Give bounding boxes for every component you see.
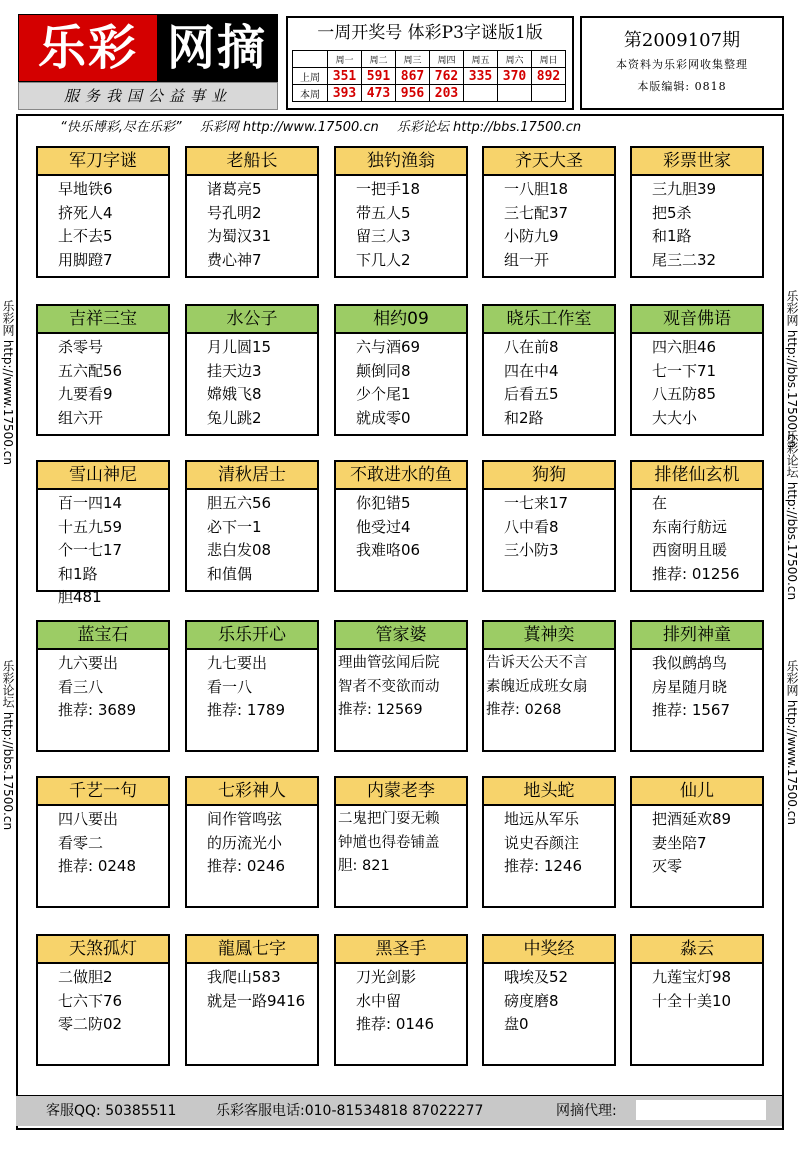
tip-line: 悲白发08 — [207, 541, 272, 559]
tip-line: 推荐: 0246 — [207, 857, 285, 875]
tip-line: 推荐: 0268 — [486, 702, 562, 718]
tip-line: 推荐: 3689 — [58, 701, 136, 719]
draw-number: 370 — [498, 68, 532, 85]
tip-line: 五六配56 — [58, 361, 123, 380]
day-header: 周四 — [430, 51, 464, 68]
tip-card-body — [356, 336, 420, 430]
tip-card-title: 淼云 — [632, 936, 762, 964]
tip-line: 磅度磨8 — [504, 991, 559, 1010]
tip-card-title: 齐天大圣 — [484, 148, 614, 176]
tip-line: 一把手18 — [356, 180, 421, 198]
tip-line: 推荐: 01256 — [652, 564, 740, 583]
tip-line: 组一开 — [504, 250, 550, 269]
tip-line: 和值偶 — [207, 564, 253, 583]
day-header: 周五 — [464, 51, 498, 68]
draw-number: 892 — [532, 68, 566, 85]
url-bar — [60, 116, 595, 135]
tip-card — [482, 460, 616, 592]
tip-card — [185, 460, 319, 592]
tip-card-body — [338, 808, 440, 879]
this-week-label: 本周 — [293, 85, 328, 102]
tip-line: 颠倒同8 — [356, 361, 411, 380]
tip-card-body — [356, 966, 434, 1037]
tip-line: 九要看9 — [58, 385, 113, 403]
tip-card — [36, 934, 170, 1066]
tip-card — [482, 776, 616, 908]
tip-card — [185, 776, 319, 908]
tip-card — [36, 460, 170, 606]
tip-card-body — [356, 492, 420, 563]
side-text-right-mid: 乐彩论坛 http://bbs.17500.cn — [785, 430, 799, 601]
tip-card-title: 相约09 — [336, 306, 466, 334]
tip-card-body — [504, 492, 568, 563]
tip-line: 的历流光小 — [207, 833, 283, 852]
tip-line: 费心神7 — [207, 250, 262, 269]
tip-card-title: 排列神童 — [632, 622, 762, 650]
tip-card — [185, 304, 319, 436]
tip-line: 八五防85 — [652, 385, 717, 403]
tip-card-body — [504, 336, 559, 430]
tip-card-title: 狗狗 — [484, 462, 614, 490]
compiled-note: 本资料为乐彩网收集整理 — [616, 58, 748, 71]
tip-line: 留三人3 — [356, 227, 411, 245]
tip-card-body — [58, 808, 136, 879]
tip-card — [482, 934, 616, 1066]
issue-box — [580, 16, 784, 110]
tip-line: 三小防3 — [504, 541, 559, 559]
tip-line: 和1路 — [58, 564, 98, 583]
tip-card — [630, 776, 764, 908]
draw-number — [464, 85, 498, 102]
tip-line: 你犯错5 — [356, 494, 411, 512]
tip-card-body — [207, 336, 271, 430]
day-header: 周三 — [396, 51, 430, 68]
agent-label: 网摘代理: — [556, 1103, 617, 1119]
draw-number: 351 — [328, 68, 362, 85]
tip-line: 哦埃及52 — [504, 968, 569, 986]
tip-line: 七一下71 — [652, 361, 717, 380]
tip-card — [36, 776, 170, 908]
tip-card — [36, 146, 170, 278]
tip-card-title: 排佬仙玄机 — [632, 462, 762, 490]
tip-line: 三九胆39 — [652, 180, 717, 198]
tip-line: 间作管鸣弦 — [207, 810, 283, 828]
tip-card-body — [652, 178, 716, 272]
tip-card — [482, 146, 616, 278]
tip-line: 推荐: 12569 — [338, 702, 423, 718]
tip-line: 四八要出 — [58, 810, 119, 828]
tip-card-body — [652, 652, 730, 723]
tip-card-body — [58, 178, 113, 272]
tip-line: 水中留 — [356, 991, 402, 1010]
tip-card — [334, 146, 468, 278]
tip-line: 月儿圆15 — [207, 338, 272, 356]
tip-card-body — [58, 492, 122, 610]
tip-card — [334, 304, 468, 436]
tip-line: 用脚蹬7 — [58, 250, 113, 269]
tip-line: 推荐: 1246 — [504, 857, 582, 875]
draw-number — [532, 85, 566, 102]
tip-card — [185, 146, 319, 278]
tip-line: 九六要出 — [58, 654, 119, 672]
tip-line: 妻坐陪7 — [652, 833, 707, 852]
tip-card — [334, 460, 468, 592]
tip-card-title: 观音佛语 — [632, 306, 762, 334]
tip-card-title: 水公子 — [187, 306, 317, 334]
tip-card-title: 晓乐工作室 — [484, 306, 614, 334]
tip-line: 看零二 — [58, 833, 104, 852]
tip-card — [630, 304, 764, 436]
draw-number: 473 — [362, 85, 396, 102]
tip-line: 杀零号 — [58, 338, 104, 356]
tip-card-body — [652, 336, 716, 430]
tip-card-title: 蓝宝石 — [38, 622, 168, 650]
tip-card-body — [58, 966, 122, 1037]
tip-line: 组六开 — [58, 408, 104, 427]
tip-line: 下几人2 — [356, 250, 411, 269]
tip-line: 大大小 — [652, 408, 698, 427]
tip-card-title: 独钓渔翁 — [336, 148, 466, 176]
tip-card-title: 地头蛇 — [484, 778, 614, 806]
side-text-right-top: 乐彩网 http://bbs.17500.cn — [785, 290, 799, 449]
site-link[interactable]: 乐彩网 http://www.17500.cn — [199, 120, 379, 135]
tip-card-body — [58, 336, 122, 430]
tip-line: 他受过4 — [356, 517, 411, 536]
tip-line: 八在前8 — [504, 338, 559, 356]
tip-card-title: 蒖神奕 — [484, 622, 614, 650]
tip-line: 十五九59 — [58, 517, 123, 536]
motto: “快乐博彩,尽在乐彩” — [60, 120, 182, 135]
tip-line: 二做胆2 — [58, 968, 113, 986]
logo — [18, 14, 278, 82]
tip-line: 看一八 — [207, 677, 253, 696]
tip-line: 把酒延欢89 — [652, 810, 732, 828]
service-qq: 客服QQ: 50385511 — [46, 1103, 177, 1119]
tip-line: 在 — [652, 494, 668, 512]
tip-line: 说史吞颜注 — [504, 833, 580, 852]
tip-line: 小防九9 — [504, 227, 559, 245]
tip-line: 东南行舫远 — [652, 517, 728, 536]
tip-card-body — [504, 808, 582, 879]
tip-card-body — [356, 178, 420, 272]
tip-card-body — [652, 966, 731, 1013]
tip-card-body — [207, 492, 271, 586]
draw-number: 335 — [464, 68, 498, 85]
tip-line: 一八胆18 — [504, 180, 569, 198]
tip-line: 智者不变欲而动 — [338, 678, 440, 695]
tip-line: 钟馗也得卷铺盖 — [338, 834, 440, 851]
day-header: 周一 — [328, 51, 362, 68]
tip-line: 带五人5 — [356, 203, 411, 222]
tip-card-title: 不敢进水的鱼 — [336, 462, 466, 490]
tip-line: 四六胆46 — [652, 338, 717, 356]
tip-card — [630, 620, 764, 752]
tip-line: 盘0 — [504, 1015, 529, 1033]
edition-title: 一周开奖号 体彩P3字谜版1版 — [317, 23, 543, 43]
draw-number: 762 — [430, 68, 464, 85]
tip-card-body — [207, 808, 285, 879]
tip-card-body — [338, 652, 440, 723]
tip-card-title: 龍鳳七字 — [187, 936, 317, 964]
logo-red-text: 乐彩 — [19, 15, 157, 81]
tip-card — [630, 934, 764, 1066]
tip-line: 刀光剑影 — [356, 968, 417, 986]
agent-field — [636, 1100, 766, 1120]
tip-card-title: 仙儿 — [632, 778, 762, 806]
tip-card — [334, 934, 468, 1066]
tip-card-body — [207, 652, 285, 723]
draw-results-box — [286, 16, 574, 110]
tip-card — [334, 620, 468, 752]
tip-line: 九莲宝灯98 — [652, 968, 732, 986]
tip-line: 兔儿跳2 — [207, 408, 262, 427]
tip-line: 看三八 — [58, 677, 104, 696]
footer — [16, 1095, 782, 1126]
tip-line: 推荐: 0248 — [58, 857, 136, 875]
corner-cell — [293, 51, 328, 68]
forum-link[interactable]: 乐彩论坛 http://bbs.17500.cn — [396, 120, 582, 135]
tip-line: 把5杀 — [652, 203, 692, 222]
tip-line: 地远从军乐 — [504, 810, 580, 828]
draw-number: 591 — [362, 68, 396, 85]
tip-line: 二鬼把门耍无赖 — [338, 811, 440, 827]
tip-card-body — [486, 652, 588, 723]
tip-line: 就成零0 — [356, 408, 411, 427]
tip-line: 零二防02 — [58, 1015, 123, 1033]
tip-line: 必下一1 — [207, 517, 262, 536]
side-text-left-bottom: 乐彩论坛 http://bbs.17500.cn — [1, 660, 15, 831]
tip-card-body — [504, 178, 568, 272]
tip-card — [36, 620, 170, 752]
side-text-right-bottom: 乐彩网 http://www.17500.cn — [785, 660, 799, 825]
tip-line: 胆481 — [58, 588, 102, 606]
tip-line: 胆五六56 — [207, 494, 272, 512]
tip-line: 推荐: 1567 — [652, 701, 730, 719]
tip-line: 挂天边3 — [207, 361, 262, 380]
tip-card-body — [207, 178, 271, 272]
issue-number: 第2009107期 — [623, 30, 741, 51]
tip-line: 为蜀汉31 — [207, 227, 272, 245]
tip-card-body — [652, 808, 731, 879]
tip-card-title: 吉祥三宝 — [38, 306, 168, 334]
tip-card-title: 彩票世家 — [632, 148, 762, 176]
day-header: 周六 — [498, 51, 532, 68]
tip-line: 告诉天公天不言 — [486, 655, 588, 671]
draw-number: 393 — [328, 85, 362, 102]
draw-number: 203 — [430, 85, 464, 102]
tip-card-body — [652, 492, 740, 586]
draw-number: 956 — [396, 85, 430, 102]
tip-line: 我似鹧鸪鸟 — [652, 654, 728, 672]
tip-card-title: 中奖经 — [484, 936, 614, 964]
tip-line: 后看五5 — [504, 385, 559, 403]
tip-line: 号孔明2 — [207, 203, 262, 222]
tip-line: 个一七17 — [58, 541, 123, 559]
tip-line: 少个尾1 — [356, 385, 411, 403]
tip-card-title: 天煞孤灯 — [38, 936, 168, 964]
tip-card-title: 七彩神人 — [187, 778, 317, 806]
tip-card-body — [207, 966, 305, 1013]
tip-line: 一七来17 — [504, 494, 569, 512]
tip-line: 就是一路9416 — [207, 991, 306, 1010]
tip-line: 上不去5 — [58, 227, 113, 245]
tip-card-title: 雪山神尼 — [38, 462, 168, 490]
tip-card-title: 黑圣手 — [336, 936, 466, 964]
editor-note: 本版编辑: 0818 — [637, 80, 727, 93]
service-phone: 乐彩客服电话:010-81534818 87022277 — [216, 1103, 484, 1119]
tip-card — [630, 146, 764, 278]
tip-card — [185, 934, 319, 1066]
tip-card-body — [58, 652, 136, 723]
tip-line: 我爬山583 — [207, 968, 281, 986]
tip-line: 西窗明且暖 — [652, 541, 728, 559]
tip-card-title: 管家婆 — [336, 622, 466, 650]
tip-line: 诸葛亮5 — [207, 180, 262, 198]
tip-card-title: 军刀字谜 — [38, 148, 168, 176]
tip-card-title: 内蒙老李 — [336, 778, 466, 806]
tip-line: 十全十美10 — [652, 991, 732, 1010]
tip-card — [630, 460, 764, 592]
tip-line: 百一四14 — [58, 494, 123, 512]
tip-line: 灭零 — [652, 857, 683, 875]
tip-card — [482, 304, 616, 436]
tip-line: 三七配37 — [504, 203, 569, 222]
last-week-label: 上周 — [293, 68, 328, 85]
day-header: 周二 — [362, 51, 396, 68]
tip-line: 胆: 821 — [338, 858, 390, 874]
tip-line: 推荐: 1789 — [207, 701, 285, 719]
tip-line: 六与酒69 — [356, 338, 421, 356]
tip-card-title: 老船长 — [187, 148, 317, 176]
tip-line: 四在中4 — [504, 361, 559, 380]
tip-card-title: 千艺一句 — [38, 778, 168, 806]
tip-line: 八中看8 — [504, 517, 559, 536]
draw-number — [498, 85, 532, 102]
tip-line: 和1路 — [652, 227, 692, 245]
side-text-left-top: 乐彩网 http://www.17500.cn — [1, 300, 15, 465]
tip-line: 七六下76 — [58, 991, 123, 1010]
tip-card — [334, 776, 468, 908]
day-header: 周日 — [532, 51, 566, 68]
tip-line: 九七要出 — [207, 654, 268, 672]
tip-line: 嫦娥飞8 — [207, 385, 262, 403]
tip-card-title: 乐乐开心 — [187, 622, 317, 650]
draw-number: 867 — [396, 68, 430, 85]
logo-black-text: 网摘 — [157, 15, 277, 81]
tip-line: 理曲管弦闻后院 — [338, 655, 440, 671]
slogan: 服务我国公益事业 — [18, 82, 278, 110]
tip-card-body — [504, 966, 568, 1037]
tip-line: 挤死人4 — [58, 203, 113, 222]
tip-card — [185, 620, 319, 752]
tip-line: 早地铁6 — [58, 180, 113, 198]
tip-card-title: 清秋居士 — [187, 462, 317, 490]
tip-card — [482, 620, 616, 752]
tip-line: 素魄近成班女扇 — [486, 678, 588, 695]
tip-line: 尾三二32 — [652, 250, 717, 269]
tip-line: 我难咯06 — [356, 541, 421, 559]
tip-line: 推荐: 0146 — [356, 1015, 434, 1033]
tip-card — [36, 304, 170, 436]
tip-line: 房星随月晓 — [652, 677, 728, 696]
tip-line: 和2路 — [504, 408, 544, 427]
draw-results-table — [292, 50, 566, 102]
